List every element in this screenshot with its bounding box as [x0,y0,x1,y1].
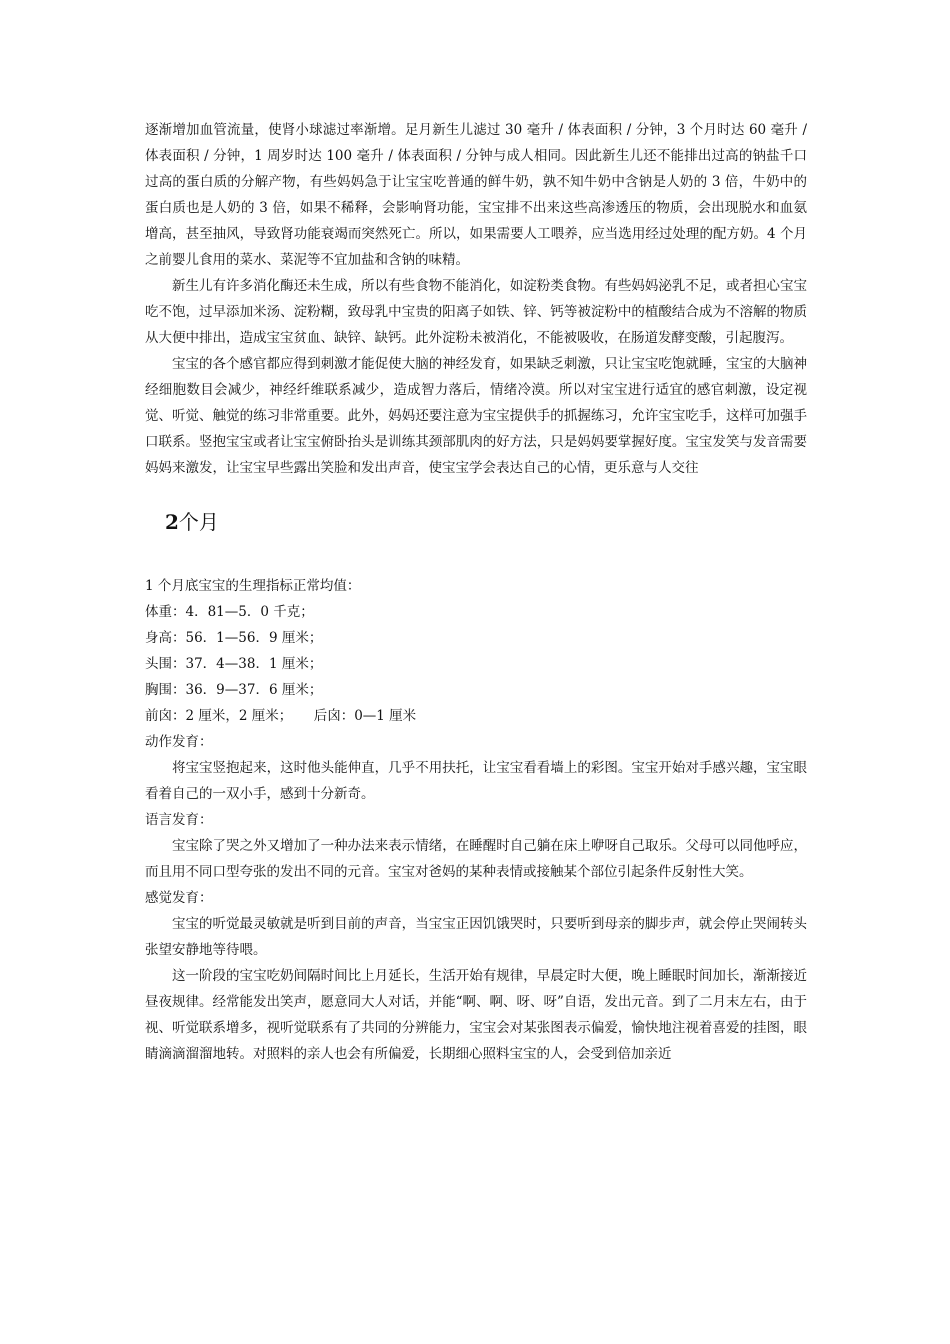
indicator-fontanelle: 前囟：2 厘米，2 厘米； 后囟：0—1 厘米 [145,708,417,724]
section-heading [165,507,807,567]
section-heading-text: 个月 [178,510,219,534]
section-heading-number: 2 [165,510,179,534]
language-development-label: 语言发育： [145,812,213,828]
sensory-development-text: 宝宝的听觉最灵敏就是听到目前的声音，当宝宝正因饥饿哭时，只要听到母亲的脚步声，就会停止哭闹转头张望安静地等待喂。 [145,916,807,958]
indicator-head-circumference: 头围：37．4—38．1 厘米； [145,656,323,672]
closing-paragraph: 这一阶段的宝宝吃奶间隔时间比上月延长，生活开始有规律，早晨定时大便，晚上睡眠时间加长，渐渐接近昼夜规律。经常能发出笑声，愿意同大人对话，并能“啊、啊、呀、呀”自语，发出元音。到了二月末左右，由于视、听觉联系增多，视听觉联系有了共同的分辨能力，宝宝会对某张图表示偏爱，愉快地注视着喜爱的挂图，眼睛滴滴溜溜地转。对照料的亲人也会有所偏爱，长期细心照料宝宝的人，会受到倍加亲近 [145,968,807,1062]
indicator-weight: 体重：4．81—5．0 千克； [145,604,314,620]
paragraph: 逐渐增加血管流量，使肾小球滤过率渐增。足月新生儿滤过 30 毫升 / 体表面积 / 分钟，3 个月时达 60 毫升 / 体表面积 / 分钟，1 周岁时达 100 毫升 / 体表面积 / 分钟与成人相同。因此新生儿还不能排出过高的钠盐千口过高的蛋白质的分解产物，有些妈妈急于让宝宝吃普通的鲜牛奶，孰不知牛奶中含钠是人奶的 3 倍，牛奶中的蛋白质也是人奶的 3 倍，如果不稀释，会影响肾功能，宝宝排不出来这些高渗透压的物质，会出现脱水和血氨增高，甚至抽风，导致肾功能衰竭而突然死亡。所以，如果需要人工喂养，应当选用经过处理的配方奶。4 个月之前婴儿食用的菜水、菜泥等不宜加盐和含钠的味精。 [145,122,807,268]
indicator-chest-circumference: 胸围：36．9—37．6 厘米； [145,682,323,698]
language-development-text: 宝宝除了哭之外又增加了一种办法来表示情绪，在睡醒时自己躺在床上咿呀自己取乐。父母可以同他呼应，而且用不同口型夸张的发出不同的元音。宝宝对爸妈的某种表情或接触某个部位引起条件反射性大笑。 [145,838,807,880]
motor-development-label: 动作发育： [145,734,213,750]
motor-development-text: 将宝宝竖抱起来，这时他头能伸直，几乎不用扶托，让宝宝看看墙上的彩图。宝宝开始对手感兴趣，宝宝眼看着自己的一双小手，感到十分新奇。 [145,760,807,802]
indicator-height: 身高：56．1—56．9 厘米； [145,630,323,646]
document-page [145,117,807,1067]
sensory-development-label: 感觉发育： [145,890,213,906]
indicators-title: 1 个月底宝宝的生理指标正常均值： [145,578,361,594]
paragraph: 宝宝的各个感官都应得到刺激才能促使大脑的神经发育，如果缺乏刺激，只让宝宝吃饱就睡，宝宝的大脑神经细胞数目会减少，神经纤维联系减少，造成智力落后，情绪冷漠。所以对宝宝进行适宜的感官刺激，设定视觉、听觉、触觉的练习非常重要。此外，妈妈还要注意为宝宝提供手的抓握练习，允许宝宝吃手，这样可加强手口联系。竖抱宝宝或者让宝宝俯卧抬头是训练其颈部肌肉的好方法，只是妈妈要掌握好度。宝宝发笑与发音需要妈妈来激发，让宝宝早些露出笑脸和发出声音，使宝宝学会表达自己的心情，更乐意与人交往 [145,356,807,476]
paragraph: 新生儿有许多消化酶还未生成，所以有些食物不能消化，如淀粉类食物。有些妈妈泌乳不足，或者担心宝宝吃不饱，过早添加米汤、淀粉糊，致母乳中宝贵的阳离子如铁、锌、钙等被淀粉中的植酸结合成为不溶解的物质从大便中排出，造成宝宝贫血、缺锌、缺钙。此外淀粉未被消化，不能被吸收，在肠道发酵变酸，引起腹泻。 [145,278,807,346]
